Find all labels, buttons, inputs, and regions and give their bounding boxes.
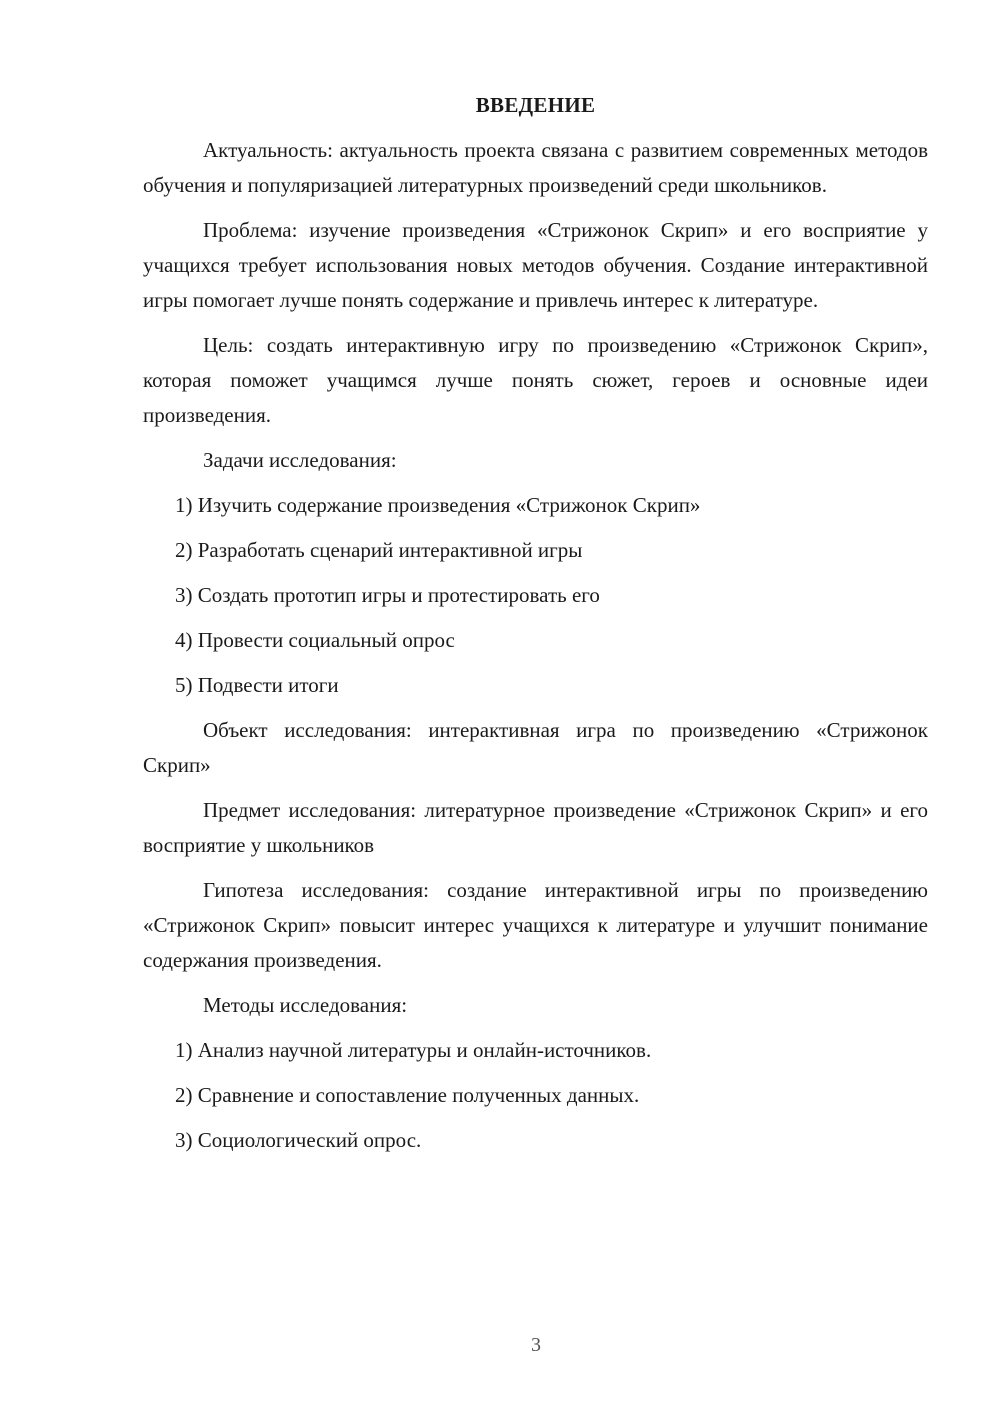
task-item: 5) Подвести итоги bbox=[175, 673, 339, 697]
tasks-heading: Задачи исследования: bbox=[203, 448, 397, 472]
methods-heading: Методы исследования: bbox=[203, 993, 408, 1017]
paragraph-problem: Проблема: изучение произведения «Стрижонок Скрип» и его восприятие у учащихся требует использования новых методов обучения. Создание интерактивной игры помогает лучше понять содержание и привлечь интерес к литературе. bbox=[143, 218, 928, 312]
method-item: 2) Сравнение и сопоставление полученных данных. bbox=[175, 1083, 640, 1107]
page-number: 3 bbox=[531, 1334, 541, 1356]
method-item: 3) Социологический опрос. bbox=[175, 1128, 422, 1152]
section-title: ВВЕДЕНИЕ bbox=[475, 93, 596, 117]
task-item: 4) Провести социальный опрос bbox=[175, 628, 455, 652]
document-page bbox=[143, 88, 928, 1168]
paragraph-subject: Предмет исследования: литературное произведение «Стрижонок Скрип» и его восприятие у школьников bbox=[143, 798, 928, 857]
paragraph-goal: Цель: создать интерактивную игру по произведению «Стрижонок Скрип», которая поможет учащимся лучше понять сюжет, героев и основные идеи произведения. bbox=[143, 333, 928, 427]
task-item: 3) Создать прототип игры и протестировать его bbox=[175, 583, 600, 607]
task-item: 1) Изучить содержание произведения «Стрижонок Скрип» bbox=[175, 493, 701, 517]
paragraph-hypothesis: Гипотеза исследования: создание интерактивной игры по произведению «Стрижонок Скрип» повысит интерес учащихся к литературе и улучшит понимание содержания произведения. bbox=[143, 878, 928, 972]
method-item: 1) Анализ научной литературы и онлайн-источников. bbox=[175, 1038, 652, 1062]
task-item: 2) Разработать сценарий интерактивной игры bbox=[175, 538, 583, 562]
paragraph-object: Объект исследования: интерактивная игра по произведению «Стрижонок Скрип» bbox=[143, 718, 928, 777]
paragraph-actuality: Актуальность: актуальность проекта связана с развитием современных методов обучения и популяризацией литературных произведений среди школьников. bbox=[143, 138, 928, 197]
